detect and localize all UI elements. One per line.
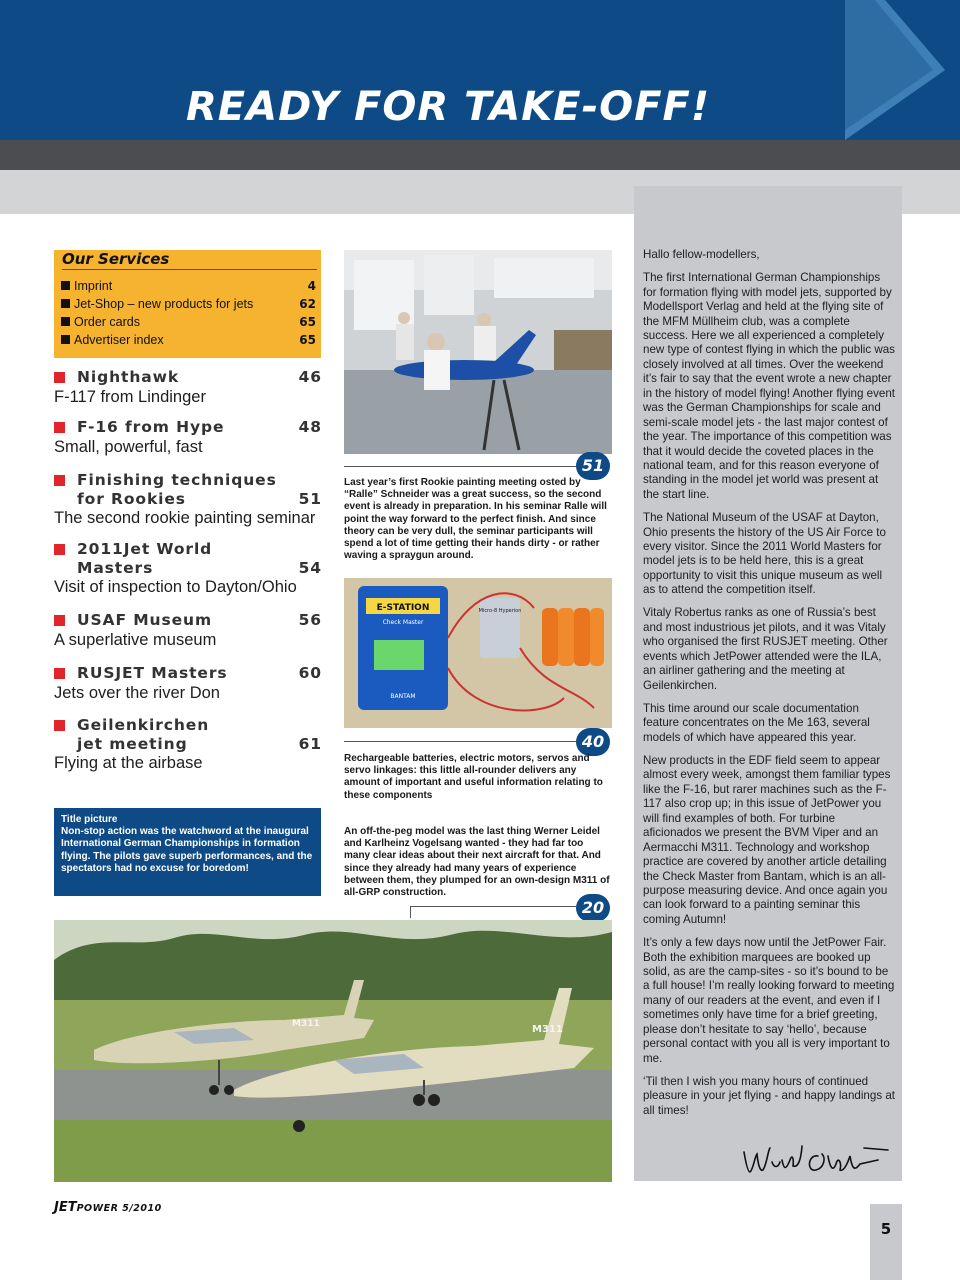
jets-scene — [54, 920, 612, 1182]
toc-page: 46 — [298, 368, 322, 386]
toc-subtitle: A superlative museum — [54, 630, 217, 649]
toc-page: 54 — [298, 558, 322, 577]
service-page: 65 — [299, 333, 316, 347]
service-page: 4 — [307, 279, 316, 293]
check-master-photo — [344, 578, 612, 728]
device-scene — [344, 578, 612, 728]
toc-title: 2011Jet World — [77, 540, 213, 558]
editorial-paragraph: Vitaly Robertus ranks as one of Russia’s best and most industrious jet pilots, and it was Vitaly who organised the first RUSJET meeting. Other events which JetPower attended were the ILA, an airliner gathering and the meeting at Geilenkirchen. — [643, 606, 888, 692]
jets-photo — [54, 920, 612, 1182]
bullet-square-icon — [54, 372, 65, 383]
page-badge-20[interactable]: 20 — [576, 894, 610, 922]
logo-jet: JET — [54, 1200, 77, 1215]
device-mfr: BANTAM — [390, 693, 416, 700]
toc-title: USAF Museum — [77, 611, 213, 629]
header-dark-stripe — [0, 140, 960, 170]
service-item[interactable] — [61, 297, 316, 315]
toc-title: F-16 from Hype — [77, 418, 225, 436]
bullet-square-icon — [61, 299, 70, 308]
service-item[interactable] — [61, 333, 316, 351]
bullet-square-icon — [54, 615, 65, 626]
service-label: Jet-Shop – new products for jets — [74, 297, 254, 311]
service-label: Imprint — [74, 279, 113, 293]
toc-subtitle: Flying at the airbase — [54, 754, 203, 772]
services-heading: Our Services — [62, 250, 170, 268]
toc-subtitle: Jets over the river Don — [54, 683, 220, 702]
bullet-square-icon — [54, 668, 65, 679]
toc-entry[interactable] — [54, 664, 322, 703]
title-picture-caption: Non-stop action was the watchword at the inaugural International German Championships in formation flying. The pilots gave superb performances, and the spectators had no excuse for boredom! — [61, 826, 313, 874]
toc-entry[interactable] — [54, 368, 322, 407]
editorial-paragraph: New products in the EDF field seem to appear almost every week, amongst them familiar types like the F-16, but rarer machines such as the F-117 also crop up; in this issue of JetPower you will find examples of both. For turbine aficionados we present the BVM Viper and an Aermacchi M311. Technology and workshop practice are covered by another article detailing the Check Master from Bantam, which is an all-purpose measuring device. And once again you can look forward to a painting seminar this coming Autumn! — [643, 753, 891, 926]
magazine-logo — [54, 1200, 162, 1215]
toc-title: RUSJET Masters — [77, 664, 228, 682]
page-badge-51[interactable]: 51 — [576, 452, 610, 480]
editorial-paragraph: The first International German Championships for formation flying with model jets, supported by Modellsport Verlag and held at the flying site of the MFM Müllheim club, was a complete success. Here we all experienced a completely new type of contest flying in which the public was closely involved at all times. Over the weekend it’s fair to say that the event wrote a new chapter in the history of model flying! Another flying event was the German Championships for scale and semi-scale model jets - the last major contest of the year. The importance of this competition was that it would decide the coveted places in the national team, and for this reason everyone of standing in the model jet world was present at the start line. — [643, 271, 895, 501]
caption-rule — [410, 906, 411, 918]
services-divider — [62, 269, 317, 270]
caption-rule — [344, 466, 576, 467]
bullet-square-icon — [61, 281, 70, 290]
caption-rule — [344, 741, 576, 742]
toc-title: for Rookies — [77, 489, 186, 508]
receiver-label: Micro-8 Hyperion — [478, 608, 522, 614]
title-picture-heading: Title picture — [61, 814, 118, 825]
toc-subtitle: F-117 from Lindinger — [54, 387, 206, 406]
editorial-paragraph: This time around our scale documentation feature concentrates on the Me 163, several models of which have appeared this year. — [643, 701, 870, 744]
editorial-paragraph: ‘Til then I wish you many hours of continued pleasure in your jet flying - and happy landings at all times! — [643, 1074, 895, 1117]
page-title: READY FOR TAKE-OFF! — [186, 84, 711, 130]
bullet-square-icon — [54, 422, 65, 433]
device-model: Check Master — [382, 619, 424, 626]
title-picture-text — [61, 814, 315, 875]
page-badge-40[interactable]: 40 — [576, 728, 610, 756]
service-label: Advertiser index — [74, 333, 164, 347]
photo-caption: Rechargeable batteries, electric motors, servos and servo linkages: this little all-rounder delivers any amount of important and useful information relating to these components — [344, 753, 603, 801]
toc-page: 60 — [298, 664, 322, 682]
jet-label: M311 — [292, 1019, 320, 1029]
bullet-square-icon — [54, 544, 65, 555]
device-brand: E-STATION — [376, 603, 430, 613]
service-page: 62 — [299, 297, 316, 311]
jet-label: M311 — [532, 1024, 563, 1035]
toc-subtitle: Visit of inspection to Dayton/Ohio — [54, 578, 297, 596]
service-item[interactable] — [61, 315, 316, 333]
page-number: 5 — [880, 1220, 892, 1238]
editorial-text — [643, 248, 895, 1127]
toc-page: 56 — [298, 611, 322, 629]
services-box — [54, 250, 321, 358]
toc-entry[interactable] — [54, 418, 322, 457]
page-number-box — [870, 1204, 902, 1280]
toc-entry[interactable] — [54, 540, 322, 597]
toc-entry[interactable] — [54, 471, 322, 528]
toc-page: 61 — [298, 734, 322, 753]
toc-subtitle: Small, powerful, fast — [54, 437, 203, 456]
toc-subtitle: The second rookie painting seminar — [54, 509, 316, 527]
editorial-paragraph: Hallo fellow-modellers, — [643, 248, 760, 261]
toc-page: 48 — [298, 418, 322, 436]
toc-entry[interactable] — [54, 716, 322, 773]
editorial-paragraph: The National Museum of the USAF at Dayton, Ohio presents the history of the US Air Force to every visitor. Since the 2011 World Masters for model jets is to be held here, this is a great opportunity to visit this unique museum as well as to attend the competition itself. — [643, 511, 886, 597]
bullet-square-icon — [54, 475, 65, 486]
service-page: 65 — [299, 315, 316, 329]
toc-title: jet meeting — [77, 734, 188, 753]
service-label: Order cards — [74, 315, 140, 329]
editorial-paragraph: It’s only a few days now until the JetPower Fair. Both the exhibition marquees are booked up solid, as are the camp-sites - so it’s bound to be a full house! I’m really looking forward to meeting many of our readers at the event, and even if I sometimes only have time for a brief greeting, please don’t hesitate to say ‘hello’, because personal contact with you all is very important to me. — [643, 936, 895, 1065]
toc-title: Nighthawk — [77, 368, 180, 386]
toc-page: 51 — [298, 489, 322, 508]
toc-title: Masters — [77, 558, 154, 577]
logo-issue: POWER 5/2010 — [76, 1203, 162, 1214]
title-picture-box — [54, 808, 321, 896]
bullet-square-icon — [61, 317, 70, 326]
signature-image — [738, 1138, 898, 1182]
workshop-scene — [344, 250, 612, 454]
toc-entry[interactable] — [54, 611, 322, 650]
toc-title: Finishing techniques — [77, 471, 277, 489]
bullet-square-icon — [61, 335, 70, 344]
caption-rule — [410, 906, 576, 907]
workshop-photo — [344, 250, 612, 454]
photo-caption: An off-the-peg model was the last thing Werner Leidel and Karlheinz Vogelsang wanted - they had far too many clear ideas about their next aircraft for that. And since they already had many years of experience between them, they plumped for an own-design M311 of all-GRP construction. — [344, 826, 610, 899]
service-item[interactable] — [61, 279, 316, 297]
photo-caption: Last year’s first Rookie painting meeting osted by “Ralle” Schneider was a great success, so the second event is already in preparation. In his seminar Ralle will point the way forward to the perfect finish. And since theory can be very dull, the seminar participants will spend a lot of time getting their hands dirty - or rather waving a spraygun around. — [344, 477, 607, 562]
toc-title: Geilenkirchen — [77, 716, 210, 734]
bullet-square-icon — [54, 720, 65, 731]
